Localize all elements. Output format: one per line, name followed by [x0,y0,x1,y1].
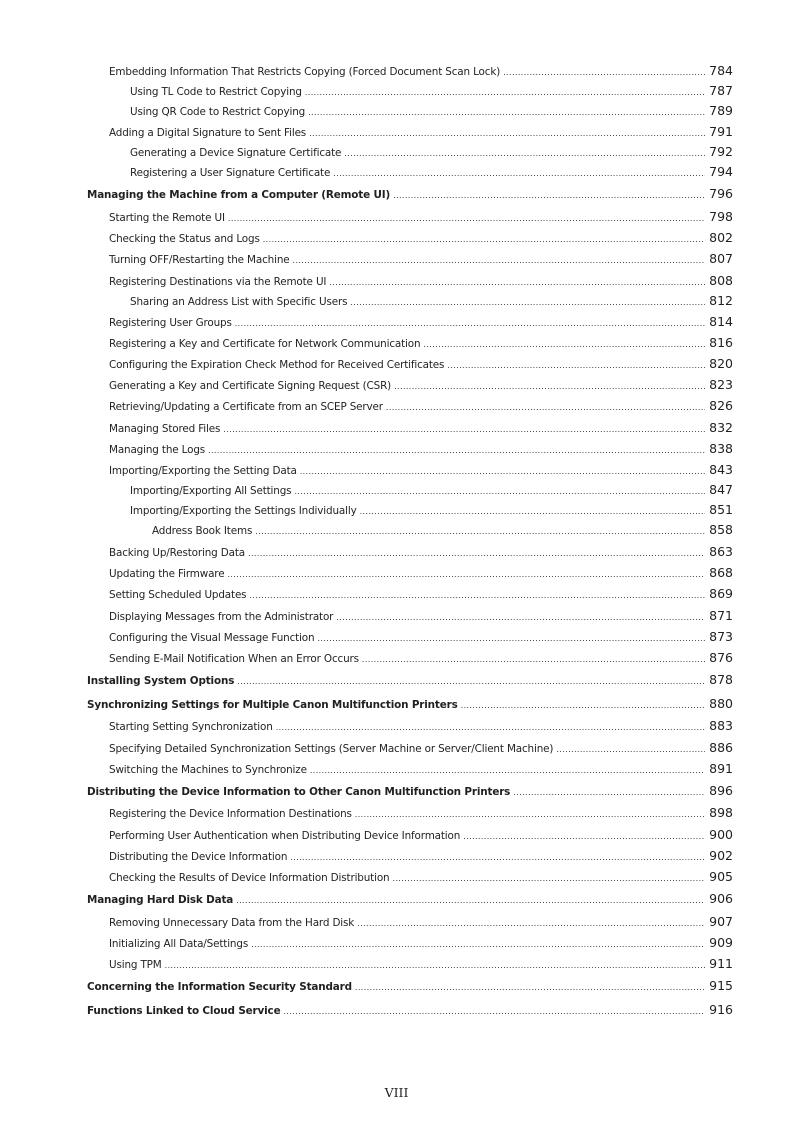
dot-leader [310,760,705,781]
dot-leader [350,293,705,313]
table-of-contents [87,60,733,1022]
toc-entry-title: Checking the Results of Device Information Distribution [109,872,390,885]
toc-entry-title: Address Book Items [152,525,253,538]
toc-entry-page: 915 [709,978,733,994]
toc-entry-page: 832 [709,419,733,435]
toc-entry-page: 812 [709,292,733,308]
toc-entry[interactable] [87,374,733,395]
toc-entry[interactable] [87,715,733,736]
toc-entry-page: 823 [709,377,733,393]
toc-entry-title: Importing/Exporting All Settings [130,485,292,498]
toc-entry[interactable] [87,824,733,845]
toc-entry-page: 798 [709,208,733,224]
dot-leader [556,739,705,760]
toc-entry-title: Setting Scheduled Updates [109,589,247,602]
toc-entry-page: 898 [709,805,733,821]
toc-entry[interactable] [87,101,733,121]
toc-entry-title: Configuring the Expiration Check Method for Received Certificates [109,359,445,372]
page-number: VIII [384,1085,409,1100]
toc-section-entry[interactable] [87,182,733,206]
toc-entry-page: 911 [709,956,733,972]
toc-entry[interactable] [87,206,733,227]
toc-section-entry[interactable] [87,692,733,716]
toc-entry-page: 909 [709,935,733,951]
toc-entry-page: 868 [709,565,733,581]
toc-section-entry[interactable] [87,779,733,803]
toc-entry[interactable] [87,845,733,866]
toc-entry[interactable] [87,480,733,500]
toc-entry-title: Distributing the Device Information [109,850,288,863]
toc-entry-title: Starting the Remote UI [109,211,225,224]
toc-entry-page: 843 [709,462,733,478]
toc-entry-page: 794 [709,164,733,180]
dot-leader [276,717,705,738]
toc-entry-title: Managing the Logs [109,443,206,456]
toc-entry-title: Generating a Device Signature Certificate [130,147,342,160]
toc-entry-page: 802 [709,230,733,246]
dot-leader [248,543,705,564]
toc-entry-title: Functions Linked to Cloud Service [87,1004,281,1017]
toc-entry-page: 792 [709,144,733,160]
toc-entry-page: 851 [709,502,733,518]
toc-entry[interactable] [87,353,733,374]
dot-leader [355,976,705,1000]
dot-leader [333,164,705,184]
toc-entry-title: Backing Up/Restoring Data [109,547,245,560]
toc-entry[interactable] [87,953,733,974]
toc-entry-title: Using TL Code to Restrict Copying [130,86,302,99]
toc-entry[interactable] [87,541,733,562]
toc-entry[interactable] [87,605,733,626]
toc-entry-title: Performing User Authentication when Distributing Device Information [109,829,461,842]
toc-entry[interactable] [87,802,733,823]
toc-section-entry[interactable] [87,974,733,998]
toc-entry-page: 886 [709,739,733,755]
toc-entry[interactable] [87,121,733,142]
toc-entry-title: Updating the Firmware [109,568,225,581]
toc-entry-title: Embedding Information That Restricts Copying (Forced Document Scan Lock) [109,66,501,78]
dot-leader [336,607,705,628]
toc-entry-title: Switching the Machines to Synchronize [109,763,307,776]
dot-leader [290,847,705,868]
dot-leader [423,334,705,355]
toc-entry[interactable] [87,520,733,541]
toc-entry-page: 826 [709,398,733,414]
dot-leader [208,440,705,461]
toc-entry-title: Sending E-Mail Notification When an Error Occurs [109,652,359,665]
dot-leader [237,670,705,694]
dot-leader [317,628,705,649]
toc-entry[interactable] [87,647,733,668]
dot-leader [227,564,705,585]
toc-entry[interactable] [87,438,733,459]
toc-entry[interactable] [87,311,733,332]
dot-leader [294,482,705,502]
toc-entry-page: 873 [709,628,733,644]
dot-leader [503,62,705,83]
toc-entry[interactable] [87,162,733,182]
toc-entry-title: Specifying Detailed Synchronization Settings (Server Machine or Server/Client Machine) [109,742,554,755]
dot-leader [263,229,705,250]
toc-entry-title: Importing/Exporting the Setting Data [109,465,297,478]
toc-entry[interactable] [87,562,733,583]
toc-entry-page: 858 [709,522,733,538]
toc-entry-title: Sharing an Address List with Specific Users [130,295,348,308]
dot-leader [463,826,705,847]
dot-leader [300,461,705,482]
dot-leader [355,804,705,825]
toc-entry-title: Configuring the Visual Message Function [109,631,315,644]
toc-entry-title: Registering the Device Information Destinations [109,808,352,821]
toc-entry[interactable] [87,332,733,353]
dot-leader [362,649,705,670]
dot-leader [386,397,705,418]
dot-leader [357,913,705,934]
dot-leader [360,502,706,522]
dot-leader [447,355,705,376]
toc-entry-title: Synchronizing Settings for Multiple Canon Multifunction Printers [87,698,458,711]
toc-entry-page: 907 [709,913,733,929]
toc-entry-title: Turning OFF/Restarting the Machine [109,254,290,267]
dot-leader [305,83,705,103]
dot-leader [255,522,705,543]
toc-entry-title: Managing Stored Files [109,422,221,435]
toc-section-entry[interactable] [87,668,733,692]
toc-entry[interactable] [87,248,733,269]
toc-entry[interactable] [87,459,733,480]
toc-entry[interactable] [87,626,733,647]
toc-entry[interactable] [87,81,733,101]
toc-section-entry[interactable] [87,998,733,1022]
toc-entry-page: 883 [709,718,733,734]
toc-entry[interactable] [87,500,733,520]
toc-entry-page: 905 [709,869,733,885]
toc-entry-title: Starting Setting Synchronization [109,721,273,734]
dot-leader [308,103,705,123]
toc-entry-page: 838 [709,440,733,456]
dot-leader [251,934,705,955]
dot-leader [329,272,705,293]
toc-entry-page: 807 [709,251,733,267]
toc-entry-title: Removing Unnecessary Data from the Hard Disk [109,916,355,929]
toc-entry-page: 902 [709,847,733,863]
dot-leader [393,868,706,889]
toc-entry[interactable] [87,395,733,416]
toc-entry-title: Registering a Key and Certificate for Network Communication [109,337,421,350]
toc-entry-title: Registering Destinations via the Remote UI [109,275,327,288]
toc-entry-page: 880 [709,695,733,711]
dot-leader [394,376,705,397]
toc-entry-page: 808 [709,272,733,288]
toc-entry-page: 796 [709,186,733,202]
toc-entry-title: Registering User Groups [109,316,232,329]
toc-entry-title: Generating a Key and Certificate Signing Request (CSR) [109,380,392,393]
toc-entry[interactable] [87,270,733,291]
dot-leader [165,955,706,976]
toc-entry-page: 814 [709,313,733,329]
toc-entry-page: 906 [709,891,733,907]
toc-entry-title: Registering a User Signature Certificate [130,167,331,180]
toc-entry-title: Using QR Code to Restrict Copying [130,106,306,119]
toc-entry-page: 869 [709,586,733,602]
toc-entry-page: 791 [709,124,733,140]
toc-entry-title: Initializing All Data/Settings [109,938,249,951]
toc-entry-title: Managing the Machine from a Computer (Remote UI) [87,189,391,202]
toc-entry-page: 863 [709,544,733,560]
toc-entry-title: Managing Hard Disk Data [87,894,234,907]
toc-entry[interactable] [87,142,733,162]
toc-entry-title: Importing/Exporting the Settings Individually [130,505,357,518]
toc-entry-page: 847 [709,482,733,498]
toc-entry-title: Displaying Messages from the Administrator [109,610,334,623]
toc-entry[interactable] [87,583,733,604]
toc-entry[interactable] [87,60,733,81]
toc-entry-page: 789 [709,103,733,119]
toc-section-entry[interactable] [87,887,733,911]
toc-entry-title: Installing System Options [87,675,235,688]
toc-entry-page: 896 [709,782,733,798]
toc-entry-page: 916 [709,1001,733,1017]
toc-entry[interactable] [87,758,733,779]
dot-leader [344,144,705,164]
dot-leader [228,208,705,229]
dot-leader [461,694,705,718]
toc-entry-page: 871 [709,607,733,623]
dot-leader [236,889,705,913]
toc-entry-page: 787 [709,83,733,99]
toc-entry[interactable] [87,866,733,887]
dot-leader [393,184,705,208]
toc-entry-page: 784 [709,63,733,78]
toc-entry[interactable] [87,417,733,438]
dot-leader [249,585,705,606]
toc-entry-title: Concerning the Information Security Standard [87,981,352,994]
dot-leader [223,419,705,440]
toc-entry-title: Using TPM [109,959,162,972]
toc-entry[interactable] [87,737,733,758]
dot-leader [309,123,705,144]
dot-leader [513,781,705,805]
dot-leader [283,1000,705,1024]
toc-entry-page: 900 [709,826,733,842]
toc-entry-title: Adding a Digital Signature to Sent Files [109,127,307,140]
toc-entry-page: 816 [709,334,733,350]
toc-entry-page: 820 [709,356,733,372]
toc-entry-page: 878 [709,672,733,688]
toc-entry[interactable] [87,227,733,248]
toc-entry-page: 876 [709,649,733,665]
dot-leader [235,313,705,334]
toc-entry[interactable] [87,911,733,932]
dot-leader [293,250,706,271]
toc-entry-page: 891 [709,760,733,776]
toc-entry[interactable] [87,932,733,953]
toc-entry[interactable] [87,291,733,311]
toc-entry-title: Distributing the Device Information to Other Canon Multifunction Printers [87,785,511,798]
toc-entry-title: Retrieving/Updating a Certificate from an SCEP Server [109,401,383,414]
toc-entry-title: Checking the Status and Logs [109,233,260,246]
